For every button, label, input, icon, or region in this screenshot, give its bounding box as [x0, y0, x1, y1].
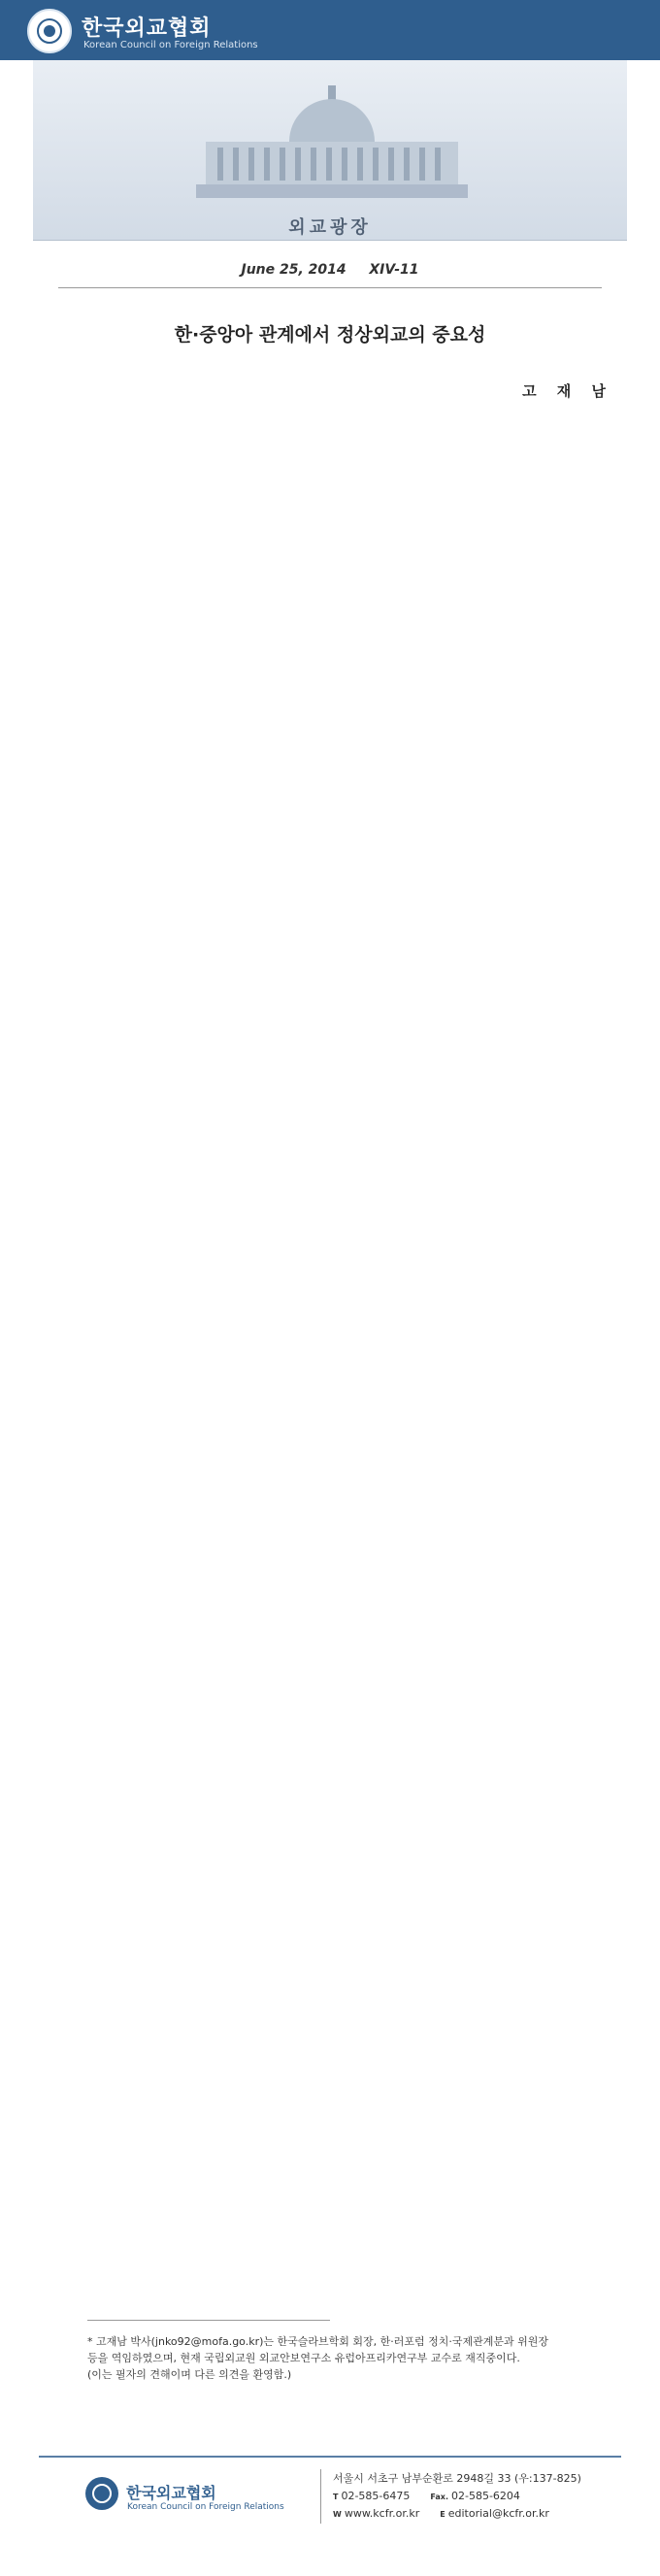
- issue-date: June 25, 2014: [241, 262, 346, 278]
- divider: [58, 287, 602, 288]
- footer-phone-fax: [333, 2489, 520, 2505]
- kcfr-logo-icon: [27, 9, 72, 53]
- issue-info: [0, 262, 660, 278]
- footer-web-email: [333, 2506, 549, 2523]
- web-label: W: [333, 2510, 342, 2519]
- phone-label: T: [333, 2493, 339, 2501]
- assembly-building-icon: [196, 99, 468, 206]
- banner-title: 외교광장: [288, 217, 372, 238]
- article-author: 고 재 남: [522, 382, 613, 400]
- footer-org-name: 한국외교협회: [126, 2484, 216, 2502]
- footnote-line: * 고재남 박사(jnko92@mofa.go.kr)는 한국슬라브학회 회장, 한·러포럼 정치·국제관계분과 위원장: [87, 2335, 549, 2348]
- footer-logo-icon: [85, 2477, 118, 2510]
- footer-divider: [39, 2456, 621, 2458]
- email-link[interactable]: editorial@kcfr.or.kr: [447, 2507, 549, 2520]
- header-bar: [0, 0, 660, 60]
- header-org-name-en: Korean Council on Foreign Relations: [83, 40, 258, 50]
- phone-number: 02-585-6475: [341, 2490, 411, 2502]
- website-link[interactable]: www.kcfr.or.kr: [344, 2507, 420, 2520]
- issue-number: XIV-11: [369, 262, 419, 278]
- banner-image: [33, 60, 627, 241]
- fax-number: 02-585-6204: [451, 2490, 520, 2502]
- article-title: 한·중앙아 관계에서 정상외교의 중요성: [174, 324, 486, 346]
- author-footnote: [87, 2333, 592, 2383]
- footnote-line: (이는 필자의 견해이며 다른 의견을 환영함.): [87, 2368, 292, 2381]
- header-org-name: 한국외교협회: [82, 17, 212, 41]
- fax-label: Fax.: [430, 2493, 448, 2501]
- footer-contact: [320, 2469, 605, 2524]
- footnote-line: 등을 역임하였으며, 현재 국립외교원 외교안보연구소 유럽아프리카연구부 교수로 재직중이다.: [87, 2352, 520, 2364]
- footer-org-name-en: Korean Council on Foreign Relations: [127, 2502, 284, 2512]
- footer-address: 서울시 서초구 남부순환로 2948길 33 (우:137-825): [333, 2472, 581, 2485]
- email-label: E: [440, 2510, 446, 2519]
- footnote-divider: [87, 2320, 330, 2321]
